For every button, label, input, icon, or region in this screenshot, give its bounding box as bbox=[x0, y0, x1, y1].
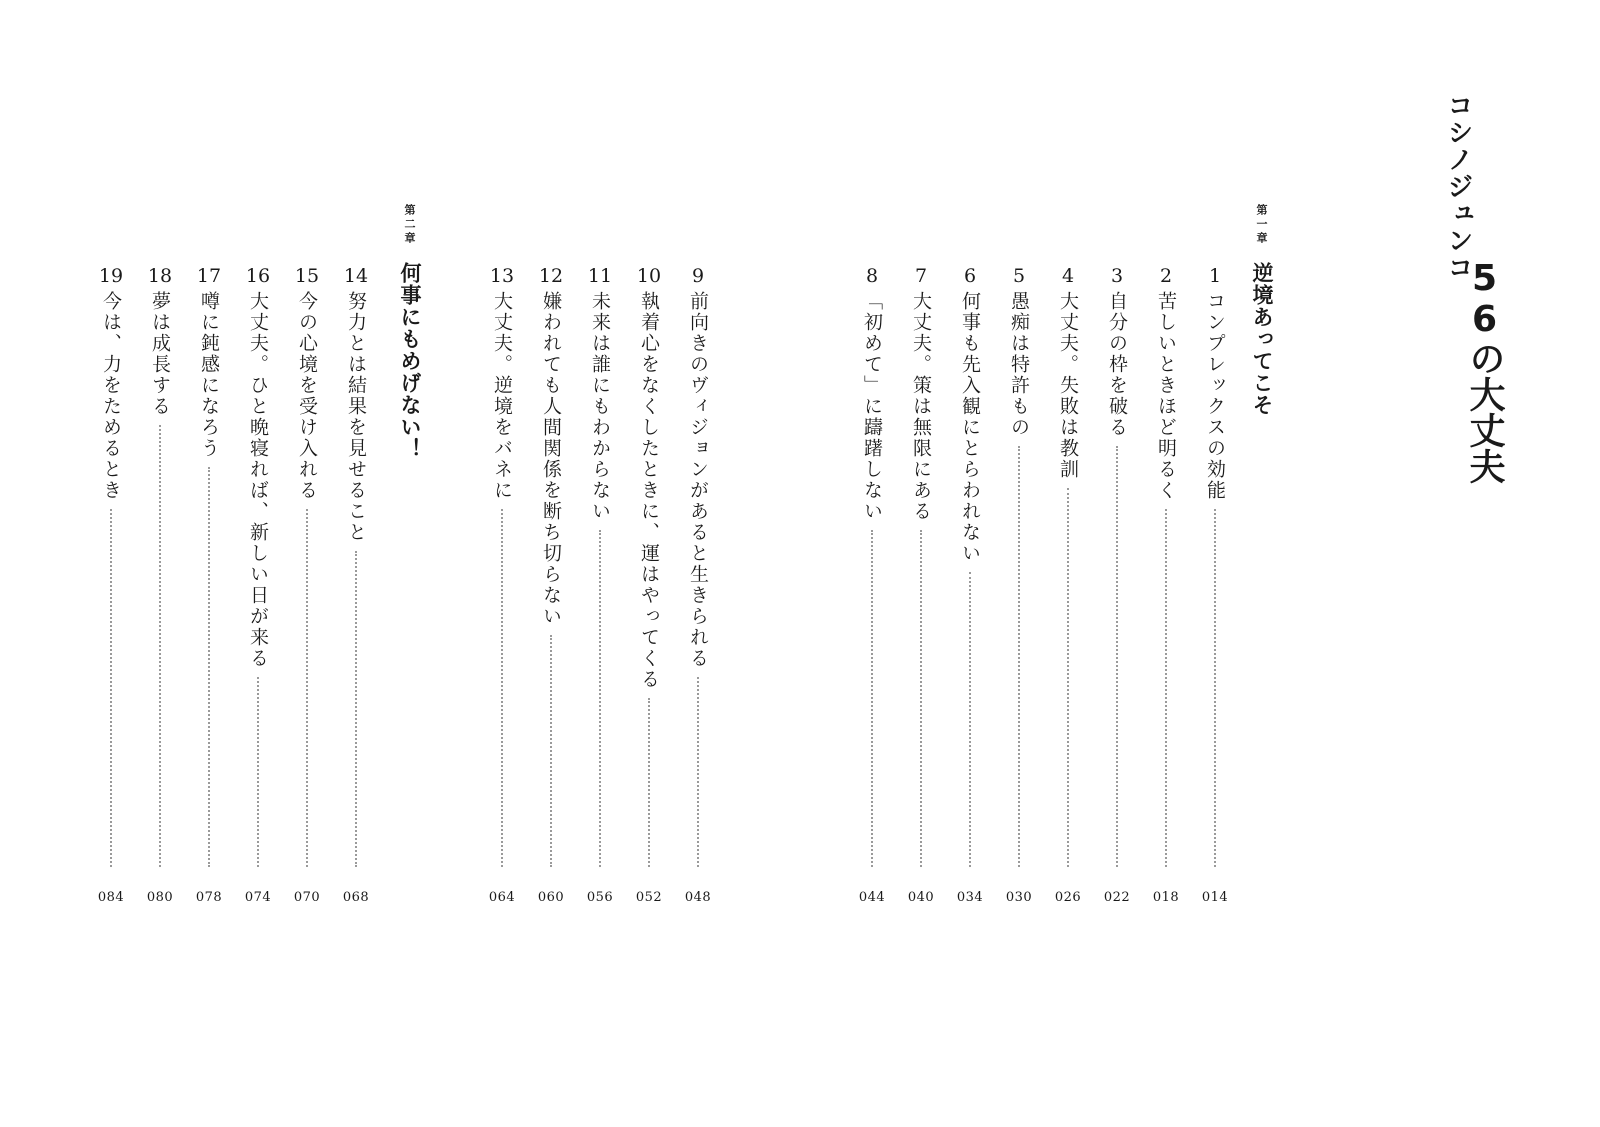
entry-page-number: 026 bbox=[1054, 890, 1082, 905]
leader-dots bbox=[871, 530, 873, 867]
toc-entry[interactable] bbox=[681, 265, 715, 905]
entry-page-number: 064 bbox=[488, 890, 516, 905]
entry-page-number: 070 bbox=[293, 890, 321, 905]
toc-entry[interactable] bbox=[583, 265, 617, 905]
leader-dots bbox=[648, 698, 650, 867]
entry-number: 16 bbox=[245, 265, 271, 287]
leader-dots bbox=[550, 635, 552, 867]
toc-entry[interactable] bbox=[1198, 265, 1232, 905]
toc-entry[interactable] bbox=[904, 265, 938, 905]
entry-title: 前向きのヴィジョンがあると生きられる bbox=[687, 291, 709, 669]
entry-number: 3 bbox=[1110, 265, 1124, 287]
entry-title: コンプレックスの効能 bbox=[1204, 291, 1226, 501]
toc-entry[interactable] bbox=[339, 265, 373, 905]
toc-entry[interactable] bbox=[192, 265, 226, 905]
entry-page-number: 056 bbox=[586, 890, 614, 905]
entry-title: 噂に鈍感になろう bbox=[198, 291, 220, 459]
leader-dots bbox=[355, 551, 357, 867]
entry-title: 「初めて」に躊躇しない bbox=[861, 291, 883, 522]
leader-dots bbox=[969, 572, 971, 867]
entry-number: 4 bbox=[1061, 265, 1075, 287]
entry-page-number: 048 bbox=[684, 890, 712, 905]
entry-number: 2 bbox=[1159, 265, 1173, 287]
leader-dots bbox=[1214, 509, 1216, 867]
entry-title: 自分の枠を破る bbox=[1106, 291, 1128, 438]
toc-entry[interactable] bbox=[632, 265, 666, 905]
leader-dots bbox=[920, 530, 922, 867]
leader-dots bbox=[1018, 446, 1020, 867]
entry-page-number: 034 bbox=[956, 890, 984, 905]
chapter-2-title: 何事にもめげない！ bbox=[398, 262, 422, 460]
chapter-1-title: 逆境あってこそ bbox=[1250, 262, 1274, 416]
entry-title: 愚痴は特許もの bbox=[1008, 291, 1030, 438]
entry-page-number: 018 bbox=[1152, 890, 1180, 905]
book-title: 56の大丈夫 bbox=[1464, 258, 1505, 484]
entry-page-number: 014 bbox=[1201, 890, 1229, 905]
entry-number: 9 bbox=[691, 265, 705, 287]
toc-entry[interactable] bbox=[1051, 265, 1085, 905]
toc-entry[interactable] bbox=[485, 265, 519, 905]
toc-entry[interactable] bbox=[290, 265, 324, 905]
leader-dots bbox=[110, 509, 112, 867]
entry-number: 18 bbox=[147, 265, 173, 287]
toc-entry[interactable] bbox=[855, 265, 889, 905]
entry-page-number: 074 bbox=[244, 890, 272, 905]
entry-number: 19 bbox=[98, 265, 124, 287]
entry-page-number: 022 bbox=[1103, 890, 1131, 905]
leader-dots bbox=[159, 425, 161, 867]
entry-page-number: 084 bbox=[97, 890, 125, 905]
entry-title: 大丈夫。失敗は教訓 bbox=[1057, 291, 1079, 480]
entry-page-number: 068 bbox=[342, 890, 370, 905]
entry-title: 大丈夫。逆境をバネに bbox=[491, 291, 513, 501]
entry-title: 大丈夫。ひと晩寝れば、新しい日が来る bbox=[247, 291, 269, 669]
entry-page-number: 030 bbox=[1005, 890, 1033, 905]
chapter-2-label: 第二章 bbox=[403, 204, 416, 246]
entry-page-number: 040 bbox=[907, 890, 935, 905]
entry-title: 努力とは結果を見せること bbox=[345, 291, 367, 543]
entry-title: 大丈夫。策は無限にある bbox=[910, 291, 932, 522]
leader-dots bbox=[1116, 446, 1118, 867]
entry-number: 6 bbox=[963, 265, 977, 287]
toc-entry[interactable] bbox=[143, 265, 177, 905]
leader-dots bbox=[1067, 488, 1069, 867]
toc-entry[interactable] bbox=[1002, 265, 1036, 905]
entry-title: 執着心をなくしたときに、運はやってくる bbox=[638, 291, 660, 690]
toc-entry[interactable] bbox=[241, 265, 275, 905]
entry-number: 7 bbox=[914, 265, 928, 287]
leader-dots bbox=[599, 530, 601, 867]
leader-dots bbox=[257, 677, 259, 867]
entry-number: 15 bbox=[294, 265, 320, 287]
entry-number: 5 bbox=[1012, 265, 1026, 287]
entry-page-number: 078 bbox=[195, 890, 223, 905]
entry-title: 苦しいときほど明るく bbox=[1155, 291, 1177, 501]
leader-dots bbox=[1165, 509, 1167, 867]
entry-number: 11 bbox=[587, 265, 613, 287]
toc-entry[interactable] bbox=[534, 265, 568, 905]
leader-dots bbox=[208, 467, 210, 867]
entry-title: 何事も先入観にとらわれない bbox=[959, 291, 981, 564]
entry-page-number: 044 bbox=[858, 890, 886, 905]
entry-number: 14 bbox=[343, 265, 369, 287]
entry-number: 17 bbox=[196, 265, 222, 287]
entry-title: 今は、力をためるとき bbox=[100, 291, 122, 501]
entry-number: 13 bbox=[489, 265, 515, 287]
book-author: コシノジュンコ bbox=[1443, 92, 1473, 281]
toc-entry[interactable] bbox=[953, 265, 987, 905]
entry-title: 夢は成長する bbox=[149, 291, 171, 417]
entry-title: 嫌われても人間関係を断ち切らない bbox=[540, 291, 562, 627]
entry-page-number: 080 bbox=[146, 890, 174, 905]
leader-dots bbox=[697, 677, 699, 867]
leader-dots bbox=[306, 509, 308, 867]
entry-title: 今の心境を受け入れる bbox=[296, 291, 318, 501]
toc-entry[interactable] bbox=[94, 265, 128, 905]
entry-number: 10 bbox=[636, 265, 662, 287]
entry-number: 1 bbox=[1208, 265, 1222, 287]
entry-page-number: 060 bbox=[537, 890, 565, 905]
entry-title: 未来は誰にもわからない bbox=[589, 291, 611, 522]
toc-entry[interactable] bbox=[1100, 265, 1134, 905]
entry-number: 12 bbox=[538, 265, 564, 287]
leader-dots bbox=[501, 509, 503, 867]
entry-number: 8 bbox=[865, 265, 879, 287]
toc-entry[interactable] bbox=[1149, 265, 1183, 905]
chapter-1-label: 第一章 bbox=[1255, 204, 1268, 246]
entry-page-number: 052 bbox=[635, 890, 663, 905]
